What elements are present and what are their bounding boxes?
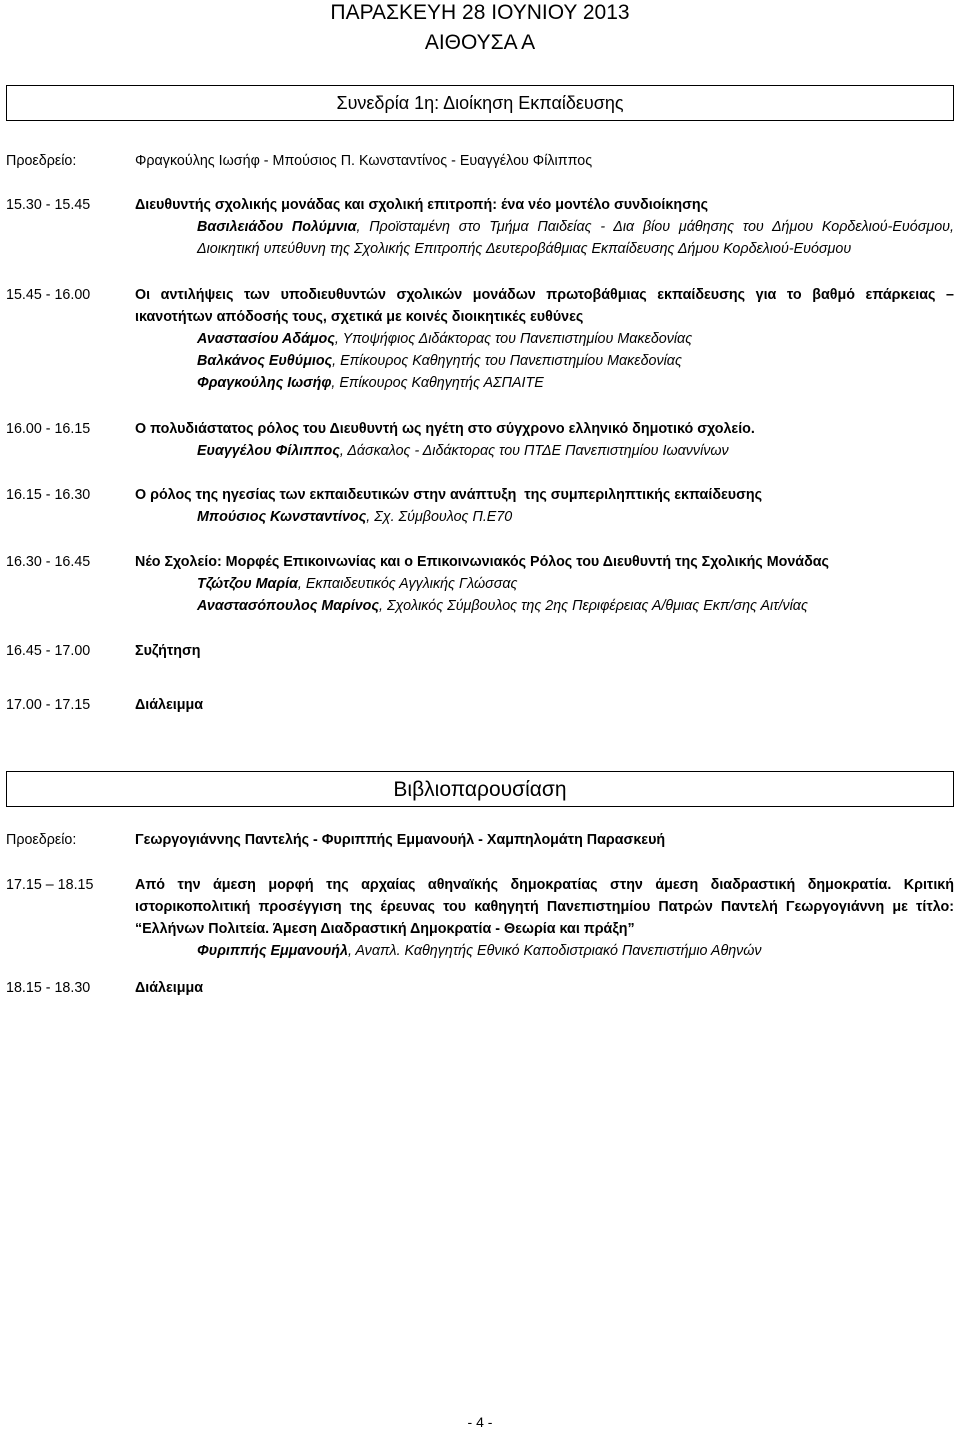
- session-1-title: Συνεδρία 1η: Διοίκηση Εκπαίδευσης: [336, 93, 624, 113]
- item-time: 16.45 - 17.00: [6, 643, 91, 659]
- item-time: 18.15 - 18.30: [6, 980, 91, 996]
- room-heading: ΑΙΘΟΥΣΑ Α: [424, 31, 536, 54]
- item-title: Διάλειμμα: [135, 980, 204, 996]
- item-title: Συζήτηση: [135, 643, 201, 659]
- speaker-role: , Επίκουρος Καθηγητής ΑΣΠΑΙΤΕ: [331, 375, 544, 391]
- speaker-name: Μπούσιος Κωνσταντίνος: [197, 509, 367, 525]
- speaker-name: Φυριππής Εμμανουήλ: [197, 943, 348, 959]
- item-time: 15.30 - 15.45: [6, 197, 91, 213]
- item-title: Από την άμεση μορφή της αρχαίας αθηναϊκής δημοκρατίας στην άμεση διαδραστική δημοκρατία. Κριτική ιστορικοπολιτική προσέγγιση της έρευνας του καθηγητή Πανεπιστημίου Πατρών Παντελή Γεωργογιάννη με τίτλο: “Ελλήνων Πολιτεία. Άμεση Διαδραστική Δημοκρατία - Θεωρία και πράξη”: [135, 877, 954, 937]
- item-title: Διευθυντής σχολικής μονάδας και σχολική επιτροπή: ένα νέο μοντέλο συνδιοίκησης: [135, 197, 709, 213]
- speaker-role: , Εκπαιδευτικός Αγγλικής Γλώσσας: [297, 576, 518, 592]
- item-time: 16.15 - 16.30: [6, 487, 91, 503]
- speaker-name: Ευαγγέλου Φίλιππος: [197, 443, 340, 459]
- speaker-role: , Σχολικός Σύμβουλος της 2ης Περιφέρειας Α/θμιας Εκπ/σης Αιτ/νίας: [379, 598, 808, 614]
- speaker-role: , Αναπλ. Καθηγητής Εθνικό Καποδιστριακό Πανεπιστήμιο Αθηνών: [347, 943, 762, 959]
- speaker-line: [135, 372, 954, 394]
- item-time: 16.00 - 16.15: [6, 421, 91, 437]
- speaker-line: [135, 440, 954, 462]
- speaker-line: [135, 595, 954, 617]
- speaker-line: [135, 328, 954, 350]
- item-time: 16.30 - 16.45: [6, 554, 91, 570]
- speaker-name: Αναστασόπουλος Μαρίνος: [197, 598, 380, 614]
- session-2-header: [6, 771, 954, 807]
- item-time: 17.00 - 17.15: [6, 697, 91, 713]
- item-title: Διάλειμμα: [135, 697, 204, 713]
- page-number: - 4 -: [467, 1414, 493, 1430]
- speaker-name: Βαλκάνος Ευθύμιος: [197, 353, 333, 369]
- session-2-title: Βιβλιοπαρουσίαση: [393, 778, 567, 801]
- day-heading: ΠΑΡΑΣΚΕΥΗ 28 ΙΟΥΝΙΟΥ 2013: [330, 1, 630, 24]
- speaker-role: , Δάσκαλος - Διδάκτορας του ΠΤΔΕ Πανεπιστημίου Ιωαννίνων: [339, 443, 729, 459]
- speaker-role: , Επίκουρος Καθηγητής του Πανεπιστημίου Μακεδονίας: [332, 353, 682, 369]
- speaker-name: Βασιλειάδου Πολύμνια: [197, 219, 357, 235]
- speaker-line: [135, 573, 954, 595]
- speaker-line: [135, 216, 954, 260]
- speaker-name: Φραγκούλης Ιωσήφ: [197, 375, 332, 391]
- speaker-role: , Προϊσταμένη στο Τμήμα Παιδείας - Δια βίου μάθησης του Δήμου Κορδελιού-Ευόσμου, Διοικητική υπεύθυνη της Σχολικής Επιτροπής Δευτεροβάθμιας Εκπαίδευσης Δήμου Κορδελιού-Ευόσμου: [197, 219, 954, 257]
- speaker-name: Τζώτζου Μαρία: [197, 576, 298, 592]
- chair-label: Προεδρείο:: [6, 153, 77, 169]
- item-title: Οι αντιλήψεις των υποδιευθυντών σχολικών μονάδων πρωτοβάθμιας εκπαίδευσης για το βαθμό επάρκειας – ικανοτήτων απόδοσής τους, σχετικά με κοινές διοικητικές ευθύνες: [135, 287, 954, 325]
- chair-names: Φραγκούλης Ιωσήφ - Μπούσιος Π. Κωνσταντίνος - Ευαγγέλου Φίλιππος: [135, 153, 593, 169]
- speaker-name: Αναστασίου Αδάμος: [197, 331, 335, 347]
- chair-label: Προεδρείο:: [6, 832, 77, 848]
- chair-names: Γεωργογιάννης Παντελής - Φυριππής Εμμανουήλ - Χαμπηλομάτη Παρασκευή: [135, 832, 666, 848]
- speaker-line: [135, 350, 954, 372]
- speaker-role: , Υποψήφιος Διδάκτορας του Πανεπιστημίου Μακεδονίας: [334, 331, 693, 347]
- speaker-role: , Σχ. Σύμβουλος Π.Ε70: [366, 509, 513, 525]
- item-time: 17.15 – 18.15: [6, 877, 94, 893]
- speaker-line: [135, 940, 954, 962]
- item-time: 15.45 - 16.00: [6, 287, 91, 303]
- item-title: Ο ρόλος της ηγεσίας των εκπαιδευτικών στην ανάπτυξη της συμπεριληπτικής εκπαίδευσης: [135, 487, 763, 503]
- session-1-header: [6, 85, 954, 121]
- item-title: Ο πολυδιάστατος ρόλος του Διευθυντή ως ηγέτη στο σύγχρονο ελληνικό δημοτικό σχολείο.: [135, 421, 755, 437]
- speaker-line: [135, 506, 954, 528]
- item-title: Νέο Σχολείο: Μορφές Επικοινωνίας και ο Επικοινωνιακός Ρόλος του Διευθυντή της Σχολικής Μονάδας: [135, 554, 829, 570]
